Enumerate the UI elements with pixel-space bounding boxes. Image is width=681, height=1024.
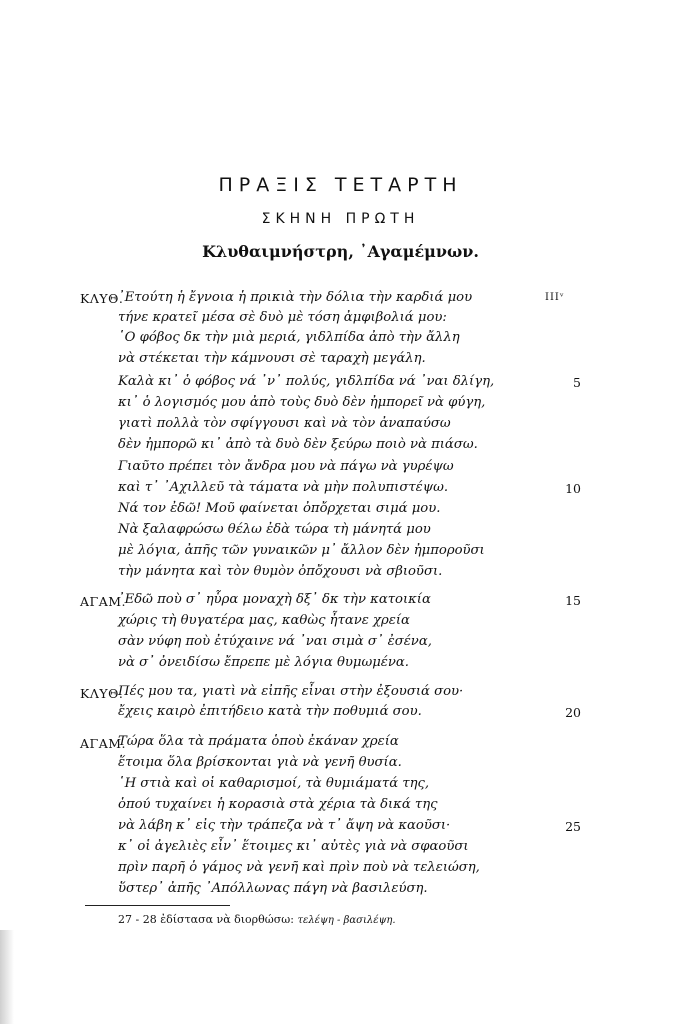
verse-line: μὲ λόγια, ἀπῆς τῶν γυναικῶν μ᾿ ἄλλον δὲν ἠμποροῦσι: [118, 543, 485, 558]
verse-line: ῾Ο φόβος δκ τὴν μιὰ μεριά, γιδλπίδα ἀπὸ τὴν ἄλλη: [118, 330, 460, 345]
act-title: ΠΡΑΞΙΣ ΤΕΤΑΡΤΗ: [218, 174, 463, 196]
line-number: 10: [565, 481, 581, 496]
verse-line: Γιαῦτο πρέπει τὸν ἄνδρα μου νὰ πάγω νὰ γυρέψω: [118, 459, 454, 474]
line-number: 5: [573, 375, 581, 390]
verse-line: νὰ στέκεται τὴν κάμνουσι σὲ ταραχὴ μεγάλη.: [118, 351, 426, 366]
verse-line: Νὰ ξαλαφρώσω θέλω ἐδὰ τώρα τὴ μάνητά μου: [118, 522, 431, 537]
verse-line: τήνε κρατεῖ μέσα σὲ δυὸ μὲ τόση ἀμφιβολιά μου:: [118, 310, 447, 325]
line-number: 25: [565, 819, 581, 834]
footnote-rule: [85, 905, 230, 906]
verse-line: κι᾿ ὁ λογισμός μου ἀπὸ τοὺς δυὸ δὲν ἠμπορεῖ νὰ φύγη,: [118, 395, 486, 410]
page-edge-shadow: [0, 930, 14, 1024]
speaker-label: ΚΛΥΘ.: [80, 686, 124, 701]
footnote-ref: 27 - 28: [118, 913, 157, 926]
verse-line: ᾿Εδῶ ποὺ σ᾿ ηὗρα μοναχὴ δξ᾿ δκ τὴν κατοικία: [118, 592, 431, 607]
verse-line: σὰν νύφη ποὺ ἐτύχαινε νά ᾿ναι σιμὰ σ᾿ ἐσένα,: [118, 634, 432, 649]
speaker-label: ΑΓΑΜ.: [80, 736, 126, 751]
speaker-label: ΚΛΥΘ.: [80, 291, 124, 306]
verse-line: ἔχεις καιρὸ ἐπιτήδειο κατὰ τὴν ποθυμιά σου.: [118, 704, 422, 719]
footnote-text: ἐδίστασα νὰ διορθώσω:: [160, 913, 294, 926]
verse-line: γιατὶ πολλὰ τὸν σφίγγουσι καὶ νὰ τὸν ἀναπαύσω: [118, 416, 451, 431]
verse-line: Πές μου τα, γιατὶ νὰ εἰπῆς εἶναι στὴν ἐξουσιά σου·: [118, 684, 464, 699]
speaker-label: ΑΓΑΜ.: [80, 594, 126, 609]
verse-line: χώρις τὴ θυγατέρα μας, καθὼς ἦτανε χρεία: [118, 613, 410, 628]
line-number: 20: [565, 705, 581, 720]
verse-line: καὶ τ᾿ ᾿Αχιλλεῦ τὰ τάματα νὰ μὴν πολυπιστέψω.: [118, 480, 449, 495]
footnote-words: τελέψη - βασιλέψη.: [297, 915, 396, 926]
verse-line: πρὶν παρῆ ὁ γάμος νὰ γενῆ καὶ πρὶν ποὺ νὰ τελειώση,: [118, 860, 480, 875]
verse-line: Τώρα ὅλα τὰ πράματα ὁποὺ ἐκάναν χρεία: [118, 734, 399, 749]
verse-line: ἕτοιμα ὅλα βρίσκονται γιὰ νὰ γενῆ θυσία.: [118, 755, 402, 770]
verse-line: τὴν μάνητα καὶ τὸν θυμὸν ὀπὄχουσι νὰ σβιοῦσι.: [118, 564, 443, 579]
scene-title: ΣΚΗΝΗ ΠΡΩΤΗ: [261, 211, 420, 227]
verse-line: ὁπού τυχαίνει ἡ κορασιὰ στὰ χέρια τὰ δικά της: [118, 797, 438, 812]
verse-line: κ᾿ οἱ ἀγελιὲς εἶν᾿ ἕτοιμες κι᾿ αὐτὲς γιὰ νὰ σφαοῦσι: [118, 839, 469, 854]
folio-mark: ΙΙΙᵛ: [545, 292, 565, 303]
verse-line: δὲν ἠμπορῶ κι᾿ ἀπὸ τὰ δυὸ δὲν ξεύρω ποιὸ νὰ πιάσω.: [118, 437, 478, 452]
characters-heading: Κλυθαιμνήστρη, ᾿Αγαμέμνων.: [202, 242, 479, 261]
verse-line: νὰ λάβη κ᾿ εἰς τὴν τράπεζα νὰ τ᾿ ἄψη νὰ καοῦσι·: [118, 818, 451, 833]
footnote: [118, 913, 396, 926]
verse-line: ᾿Ετούτη ἡ ἔγνοια ἡ πρικιὰ τὴν δόλια τὴν καρδιά μου: [118, 290, 473, 305]
line-number: 15: [565, 593, 581, 608]
verse-line: ῾Η στιὰ καὶ οἱ καθαρισμοί, τὰ θυμιάματά της,: [118, 776, 430, 791]
verse-line: νὰ σ᾿ ὀνειδίσω ἔπρεπε μὲ λόγια θυμωμένα.: [118, 655, 410, 670]
verse-line: Καλὰ κι᾿ ὁ φόβος νά ᾿ν᾿ πολύς, γιδλπίδα νά ᾿ναι δλίγη,: [118, 374, 495, 389]
verse-line: Νά τον ἐδῶ! Μοῦ φαίνεται ὀπὄρχεται σιμά μου.: [118, 501, 441, 516]
verse-line: ὕστερ᾿ ἀπῆς ᾿Απόλλωνας πάγη νὰ βασιλεύση.: [118, 881, 428, 896]
